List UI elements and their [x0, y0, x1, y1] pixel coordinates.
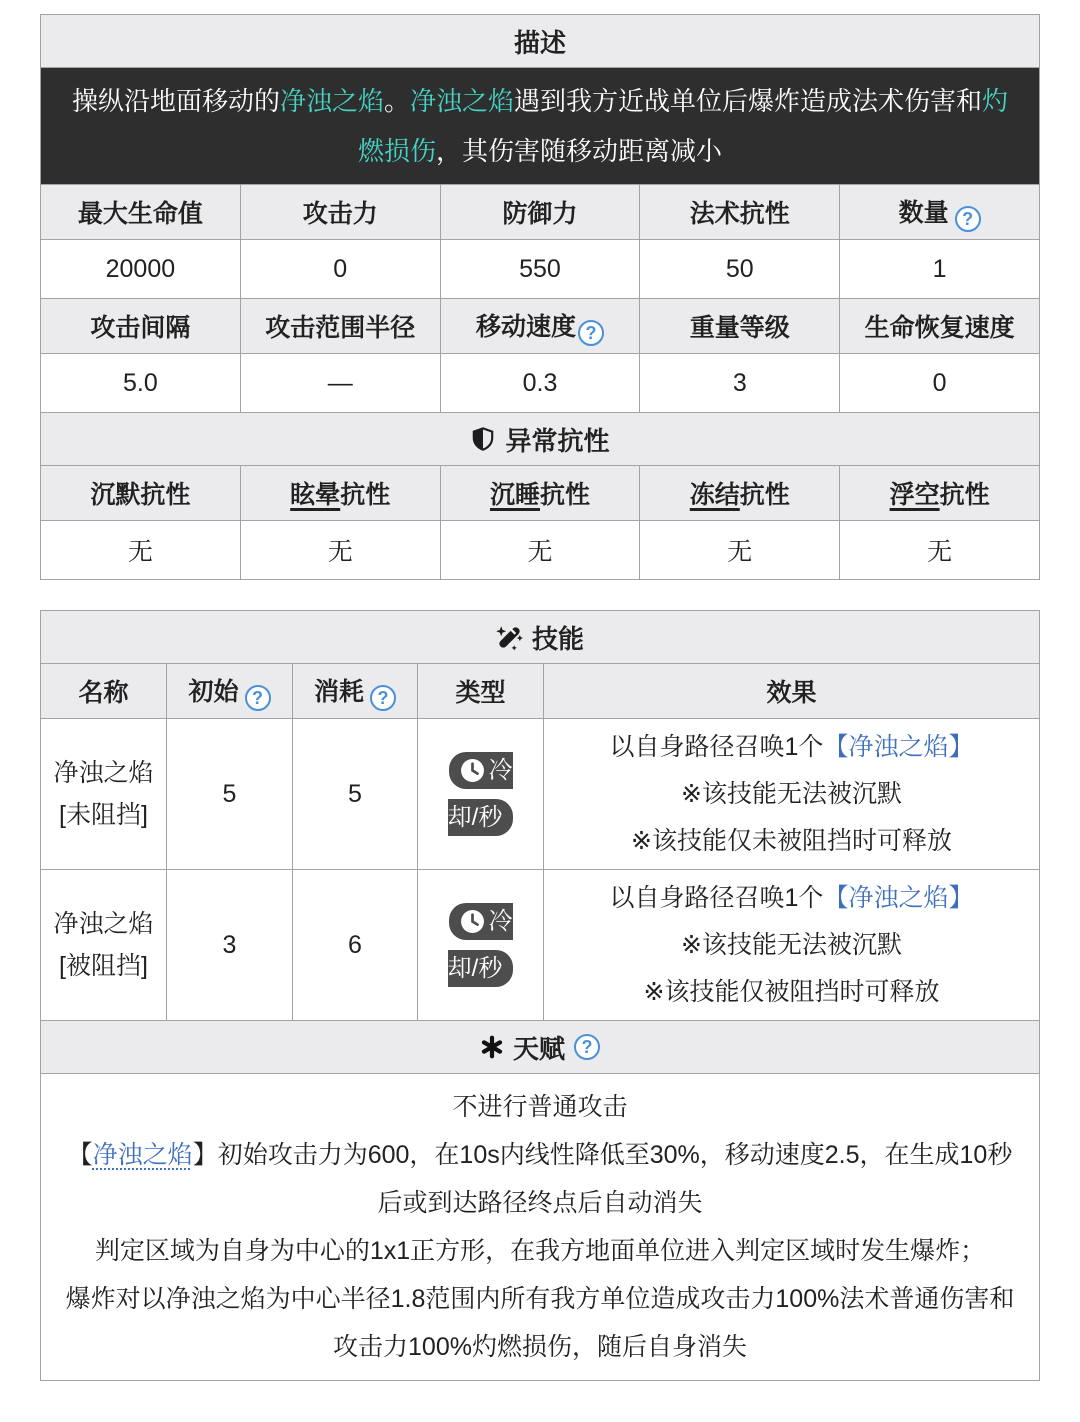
skill-effect-line2: ※该技能无法被沉默 — [681, 779, 902, 808]
skill-effect-line1 — [544, 724, 1039, 771]
resist-value-stun: 无 — [240, 521, 440, 580]
resist-header-freeze — [640, 466, 840, 521]
skill-cost-value: 6 — [293, 870, 418, 1021]
skill-type-badge — [448, 903, 514, 987]
skill-effect-line1 — [544, 875, 1039, 922]
skill-header-label: 效果 — [766, 679, 817, 707]
stat-value-row-1 — [41, 240, 1040, 299]
skill-header-name — [41, 664, 167, 719]
resist-title-label: 异常抗性 — [505, 425, 610, 456]
stat-value-row-2 — [41, 354, 1040, 413]
flame-link[interactable]: 【净浊之焰】 — [823, 883, 974, 912]
skill-header-type — [418, 664, 544, 719]
resist-value-row — [41, 521, 1040, 580]
stat-header-row-1 — [41, 185, 1040, 240]
stat-value-max-hp: 20000 — [41, 240, 241, 299]
stat-header-label: 移动速度 — [475, 312, 576, 341]
resist-term: 沉默 — [90, 481, 141, 509]
skill-header-label: 名称 — [78, 679, 129, 707]
description-text — [41, 68, 1040, 185]
skills-header-row — [41, 664, 1040, 719]
talent-text: 初始攻击力为600，在10s内线性降低至30%，移动速度2.5，在生成10秒后或到达路径终点后自动消失 — [217, 1141, 1013, 1217]
stat-header-max-hp — [41, 185, 241, 240]
half-shield-icon — [470, 426, 496, 452]
flame-term: 净浊之焰 — [410, 86, 515, 116]
skill-initial-value: 5 — [167, 719, 293, 870]
burn-damage-term: 灼燃损伤 — [357, 86, 1009, 166]
bracket: 】 — [192, 1141, 218, 1169]
stat-header-label: 最大生命值 — [77, 200, 203, 228]
resist-value-levitate: 无 — [840, 521, 1040, 580]
help-icon[interactable]: ? — [245, 685, 271, 711]
stat-value-attack-radius: — — [240, 354, 440, 413]
stat-header-move-speed — [440, 299, 640, 354]
skill-type-cell — [418, 870, 544, 1021]
stat-header-label: 攻击间隔 — [90, 314, 191, 342]
help-icon[interactable]: ? — [370, 685, 396, 711]
skill-header-label: 初始 — [188, 677, 239, 706]
resist-title-row — [41, 413, 1040, 466]
resist-suffix: 抗性 — [939, 481, 990, 509]
skill-header-label: 消耗 — [313, 677, 364, 706]
resist-suffix: 抗性 — [539, 481, 590, 509]
help-icon[interactable]: ? — [578, 320, 604, 346]
stat-value-res: 50 — [640, 240, 840, 299]
resist-header-row — [41, 466, 1040, 521]
resist-term-tooltip[interactable]: 眩晕 — [290, 481, 341, 509]
stat-value-hp-regen: 0 — [840, 354, 1040, 413]
skill-effect-cell — [544, 719, 1040, 870]
table-gap — [40, 580, 1040, 610]
resist-term-tooltip[interactable]: 沉睡 — [489, 481, 540, 509]
skill-type-text: 却/秒 — [447, 955, 503, 982]
stat-value-move-speed: 0.3 — [440, 354, 640, 413]
description-segment: ，其伤害随移动距离减小 — [436, 136, 723, 166]
flame-link[interactable]: 【净浊之焰】 — [823, 732, 974, 761]
resist-header-sleep — [440, 466, 640, 521]
resist-value-silence: 无 — [41, 521, 241, 580]
stat-header-label: 生命恢复速度 — [864, 314, 1015, 342]
description-title — [41, 15, 1040, 68]
bracket: 【 — [67, 1141, 93, 1169]
talent-section-title — [41, 1021, 1040, 1074]
skill-header-label: 类型 — [455, 679, 506, 707]
resist-value-freeze: 无 — [640, 521, 840, 580]
resist-header-silence — [41, 466, 241, 521]
enemy-attributes-table — [40, 14, 1040, 580]
stat-header-attack-interval — [41, 299, 241, 354]
resist-header-stun — [240, 466, 440, 521]
clock-icon — [460, 908, 489, 935]
resist-suffix: 抗性 — [140, 481, 191, 509]
stat-header-attack-radius — [240, 299, 440, 354]
skill-header-cost — [293, 664, 418, 719]
resist-section-title — [41, 413, 1040, 466]
enemy-skills-table — [40, 610, 1040, 1381]
skill-effect-line3: ※该技能仅被阻挡时可释放 — [643, 977, 940, 1006]
stat-header-label: 数量 — [898, 198, 949, 227]
stat-value-def: 550 — [440, 240, 640, 299]
stat-header-label: 攻击范围半径 — [265, 314, 416, 342]
description-segment: 遇到我方近战单位后爆炸造成法术伤害和 — [514, 86, 983, 116]
talent-body — [41, 1074, 1040, 1381]
skill-type-text: 却/秒 — [447, 804, 503, 831]
talent-paragraph-flame — [65, 1131, 1015, 1227]
flame-link[interactable]: 净浊之焰 — [92, 1141, 193, 1169]
skill-effect-text: 以自身路径召唤1个 — [609, 883, 824, 912]
stat-header-hp-regen — [840, 299, 1040, 354]
skill-name: 净浊之焰[未阻挡] — [41, 719, 167, 870]
stat-header-weight — [640, 299, 840, 354]
skill-type-badge — [448, 752, 514, 836]
resist-suffix: 抗性 — [340, 481, 391, 509]
resist-term-tooltip[interactable]: 冻结 — [689, 481, 740, 509]
skills-title-row — [41, 611, 1040, 664]
stat-value-count: 1 — [840, 240, 1040, 299]
stat-value-weight: 3 — [640, 354, 840, 413]
skill-name: 净浊之焰[被阻挡] — [41, 870, 167, 1021]
skill-cost-value: 5 — [293, 719, 418, 870]
skill-type-cell — [418, 719, 544, 870]
skill-row-unblocked — [41, 719, 1040, 870]
stat-header-label: 法术抗性 — [689, 200, 790, 228]
skill-effect-line2: ※该技能无法被沉默 — [681, 930, 902, 959]
description-title-label: 描述 — [513, 27, 566, 58]
clock-icon — [460, 757, 489, 784]
skill-initial-value: 3 — [167, 870, 293, 1021]
magic-wand-icon — [496, 624, 523, 651]
help-icon[interactable]: ? — [955, 206, 981, 232]
help-icon[interactable]: ? — [574, 1034, 600, 1060]
description-segment: 操纵沿地面移动的 — [71, 86, 280, 116]
description-row — [41, 68, 1040, 185]
resist-header-levitate — [840, 466, 1040, 521]
talent-title-label: 天赋 — [512, 1033, 565, 1064]
skill-effect-text: 以自身路径召唤1个 — [609, 732, 824, 761]
talent-paragraph-explosion: 爆炸对以净浊之焰为中心半径1.8范围内所有我方单位造成攻击力100%法术普通伤害和攻击力100%灼燃损伤，随后自身消失 — [65, 1285, 1015, 1361]
description-title-row — [41, 15, 1040, 68]
skill-header-initial — [167, 664, 293, 719]
skills-title-label: 技能 — [531, 623, 584, 654]
stat-value-attack-interval: 5.0 — [41, 354, 241, 413]
resist-term-tooltip[interactable]: 浮空 — [889, 481, 940, 509]
stat-header-row-2 — [41, 299, 1040, 354]
talent-paragraph-area: 判定区域为自身为中心的1x1正方形，在我方地面单位进入判定区域时发生爆炸； — [94, 1237, 986, 1265]
skill-effect-line3: ※该技能仅未被阻挡时可释放 — [631, 826, 952, 855]
flame-term: 净浊之焰 — [279, 86, 384, 116]
stat-value-atk: 0 — [240, 240, 440, 299]
talent-body-row — [41, 1074, 1040, 1381]
heavy-asterisk-icon — [480, 1035, 504, 1059]
talent-line-no-attack: 不进行普通攻击 — [452, 1093, 628, 1121]
stat-header-res — [640, 185, 840, 240]
skills-section-title — [41, 611, 1040, 664]
talent-title-row — [41, 1021, 1040, 1074]
stat-header-count — [840, 185, 1040, 240]
skill-row-blocked — [41, 870, 1040, 1021]
stat-header-def — [440, 185, 640, 240]
resist-value-sleep: 无 — [440, 521, 640, 580]
stat-header-label: 防御力 — [502, 200, 578, 228]
skill-type-text: 冷 — [488, 757, 513, 784]
skill-header-effect — [544, 664, 1040, 719]
stat-header-label: 重量等级 — [689, 314, 790, 342]
skill-effect-cell — [544, 870, 1040, 1021]
stat-header-atk — [240, 185, 440, 240]
skill-type-text: 冷 — [488, 908, 513, 935]
resist-suffix: 抗性 — [739, 481, 790, 509]
stat-header-label: 攻击力 — [302, 200, 378, 228]
description-segment: 。 — [383, 86, 410, 116]
